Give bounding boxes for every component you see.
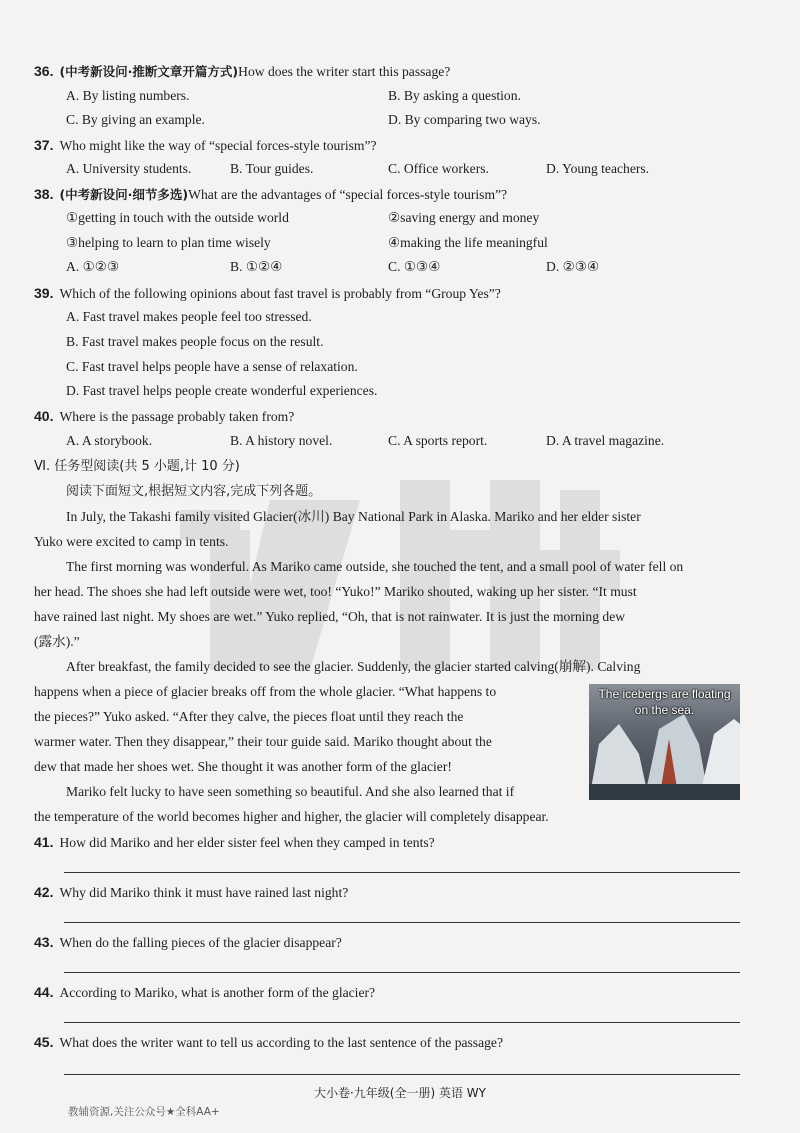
question-text: What are the advantages of “special forces-style tourism”? — [188, 187, 508, 202]
question-tag: (中考新设问·推断文章开篇方式) — [59, 64, 239, 79]
question-number: 37. — [34, 137, 54, 153]
option-a: A. By listing numbers. — [66, 88, 190, 103]
option-c: C. Fast travel helps people have a sense of relaxation. — [66, 359, 358, 374]
section-title: Ⅵ. 任务型阅读(共 5 小题,计 10 分) — [34, 459, 240, 474]
option-c: C. ①③④ — [388, 259, 441, 274]
statement-3: ③helping to learn to plan time wisely — [66, 235, 271, 250]
option-a: A. Fast travel makes people feel too stressed. — [66, 309, 312, 324]
question-40 — [34, 407, 294, 426]
question-text: Who might like the way of “special forces-style tourism”? — [59, 138, 377, 153]
question-number: 40. — [34, 408, 54, 424]
question-number: 42. — [34, 884, 54, 900]
question-39 — [34, 284, 501, 303]
question-37 — [34, 136, 377, 155]
option-b: B. By asking a question. — [388, 88, 521, 103]
question-text: Which of the following opinions about fast travel is probably from “Group Yes”? — [59, 286, 501, 301]
passage-line: have rained last night. My shoes are wet.” Yuko replied, “Oh, that is not rainwater. It is just the morning dew — [34, 609, 626, 624]
option-d: D. By comparing two ways. — [388, 112, 541, 127]
section-instruction: 阅读下面短文,根据短文内容,完成下列各题。 — [66, 484, 322, 499]
option-b: B. A history novel. — [230, 433, 333, 448]
footer-note: 教辅资源,关注公众号★全科AA+ — [68, 1106, 220, 1118]
passage-line: (露水).” — [34, 634, 80, 649]
option-c: C. Office workers. — [388, 161, 489, 176]
question-number: 44. — [34, 984, 54, 1000]
question-number: 39. — [34, 285, 54, 301]
statement-2: ②saving energy and money — [388, 210, 540, 225]
option-b: B. ①②④ — [230, 259, 283, 274]
option-a: A. ①②③ — [66, 259, 120, 274]
question-42 — [34, 883, 348, 902]
question-43 — [34, 933, 342, 952]
option-d: D. A travel magazine. — [546, 433, 665, 448]
option-b: B. Tour guides. — [230, 161, 314, 176]
question-text: Why did Mariko think it must have rained last night? — [59, 885, 349, 900]
question-text: How did Mariko and her elder sister feel when they camped in tents? — [59, 835, 435, 850]
question-number: 38. — [34, 186, 54, 202]
passage-line: After breakfast, the family decided to see the glacier. Suddenly, the glacier started calving(崩解). Calving — [66, 659, 641, 674]
option-d: D. Fast travel helps people create wonderful experiences. — [66, 383, 378, 398]
passage-line: happens when a piece of glacier breaks off from the whole glacier. “What happens to — [34, 684, 497, 699]
question-text: What does the writer want to tell us according to the last sentence of the passage? — [59, 1035, 503, 1050]
question-41 — [34, 833, 435, 852]
option-d: D. ②③④ — [546, 259, 600, 274]
option-c: C. By giving an example. — [66, 112, 205, 127]
question-tag: (中考新设问·细节多选) — [59, 187, 189, 202]
iceberg-photo — [589, 684, 740, 800]
photo-caption: The icebergs are floating on the sea. — [598, 687, 731, 717]
option-a: A. University students. — [66, 161, 192, 176]
answer-line[interactable] — [64, 1022, 740, 1023]
page-footer: 大小卷·九年级(全一册) 英语 WY — [313, 1086, 486, 1100]
passage-line: her head. The shoes she had left outside were wet, too! “Yuko!” Mariko shouted, waking up her sister. “It must — [34, 584, 637, 599]
question-44 — [34, 983, 375, 1002]
answer-line[interactable] — [64, 1074, 740, 1075]
question-text: According to Mariko, what is another form of the glacier? — [59, 985, 376, 1000]
question-text: How does the writer start this passage? — [238, 64, 451, 79]
answer-line[interactable] — [64, 872, 740, 873]
option-b: B. Fast travel makes people focus on the result. — [66, 334, 324, 349]
question-number: 45. — [34, 1034, 54, 1050]
passage-line: In July, the Takashi family visited Glacier(冰川) Bay National Park in Alaska. Mariko and her elder sister — [66, 509, 641, 524]
question-text: When do the falling pieces of the glacier disappear? — [59, 935, 342, 950]
question-number: 36. — [34, 63, 54, 79]
question-45 — [34, 1033, 503, 1052]
passage-line: Mariko felt lucky to have seen something so beautiful. And she also learned that if — [66, 784, 515, 799]
passage-line: dew that made her shoes wet. She thought it was another form of the glacier! — [34, 759, 452, 774]
passage-line: the pieces?” Yuko asked. “After they calve, the pieces float until they reach the — [34, 709, 464, 724]
option-a: A. A storybook. — [66, 433, 153, 448]
passage-line: The first morning was wonderful. As Mariko came outside, she touched the tent, and a small pool of water fell on — [66, 559, 684, 574]
question-36 — [34, 62, 450, 81]
statement-4: ④making the life meaningful — [388, 235, 548, 250]
question-38 — [34, 185, 507, 204]
option-d: D. Young teachers. — [546, 161, 650, 176]
passage-line: Yuko were excited to camp in tents. — [34, 534, 229, 549]
answer-line[interactable] — [64, 922, 740, 923]
answer-line[interactable] — [64, 972, 740, 973]
question-number: 43. — [34, 934, 54, 950]
question-number: 41. — [34, 834, 54, 850]
option-c: C. A sports report. — [388, 433, 488, 448]
passage-line: warmer water. Then they disappear,” their tour guide said. Mariko thought about the — [34, 734, 492, 749]
passage-line: the temperature of the world becomes higher and higher, the glacier will completely disappear. — [34, 809, 549, 824]
statement-1: ①getting in touch with the outside world — [66, 210, 289, 225]
question-text: Where is the passage probably taken from? — [59, 409, 295, 424]
